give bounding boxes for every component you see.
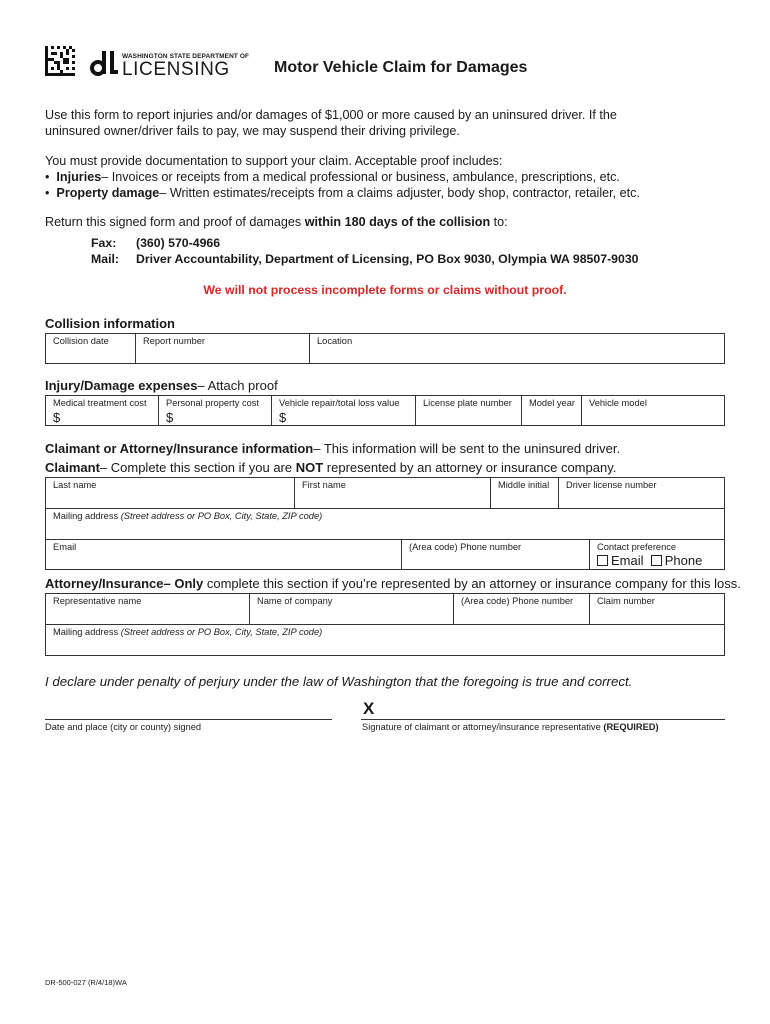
bullet: • — [45, 170, 50, 184]
return-prefix: Return this signed form and proof of damages — [45, 215, 305, 229]
attorney-only: – Only — [163, 576, 204, 591]
claimant-phone-field[interactable] — [402, 540, 590, 569]
return-suffix: to: — [490, 215, 508, 229]
signature-x-mark: X — [363, 699, 375, 718]
bullet: • — [45, 186, 50, 200]
field-label: Vehicle model — [589, 398, 647, 408]
company-name-field[interactable] — [250, 594, 454, 624]
intro-line-1: Use this form to report injuries and/or damages of $1,000 or more caused by an uninsured driver. If the — [45, 108, 617, 122]
form-title: Motor Vehicle Claim for Damages — [274, 59, 528, 76]
report-number-field[interactable] — [136, 334, 310, 363]
dol-logo — [89, 49, 250, 80]
claimant-section-subtitle: – This information will be sent to the uninsured driver. — [313, 441, 621, 456]
injury-section-title — [45, 378, 278, 393]
claimant-mailing-address-field[interactable] — [46, 509, 724, 540]
field-label: Personal property cost — [166, 398, 260, 408]
field-label: Vehicle repair/total loss value — [279, 398, 400, 408]
attorney-instr: complete this section if you’re represented by an attorney or insurance company for this loss. — [203, 576, 741, 591]
signature-line[interactable] — [361, 719, 725, 720]
field-label: Name of company — [257, 596, 333, 606]
return-instructions — [45, 215, 508, 229]
field-label: Last name — [53, 480, 97, 490]
collision-section-title — [45, 316, 175, 331]
collision-row — [45, 333, 725, 364]
dl-logo-icon — [89, 49, 119, 79]
last-name-field[interactable] — [46, 478, 295, 508]
field-label: License plate number — [423, 398, 512, 408]
date-place-signature-line[interactable] — [45, 719, 332, 720]
mail-label: Mail: — [91, 252, 120, 266]
signature-label: Signature of claimant or attorney/insurance representative (REQUIRED) — [362, 722, 659, 732]
return-deadline: within 180 days of the collision — [304, 215, 491, 229]
field-label: Driver license number — [566, 480, 657, 490]
perjury-declaration: I declare under penalty of perjury under the law of Washington that the foregoing is true and correct. — [45, 674, 633, 689]
incomplete-warning: We will not process incomplete forms or claims without proof. — [203, 283, 567, 297]
field-label: Location — [317, 336, 353, 346]
date-place-label: Date and place (city or county) signed — [45, 722, 202, 732]
email-checkbox[interactable]: Email — [597, 553, 644, 568]
collision-date-field[interactable] — [46, 334, 136, 363]
fax-label: Fax: — [91, 236, 117, 250]
attorney-label: Attorney/Insurance — [45, 576, 164, 591]
claimant-instr-b: represented by an attorney or insurance company. — [323, 460, 617, 475]
checkbox-icon — [597, 555, 608, 566]
claimant-instr-a: – Complete this section if you are — [99, 460, 296, 475]
proof-term: Property damage — [56, 186, 160, 200]
field-label: Email — [53, 542, 77, 552]
qr-code-icon — [45, 46, 75, 76]
driver-license-field[interactable] — [559, 478, 724, 508]
currency-sign: $ — [279, 410, 287, 425]
field-label: (Area code) Phone number — [409, 542, 522, 552]
field-label: Representative name — [53, 596, 142, 606]
proof-text: – Invoices or receipts from a medical professional or business, ambulance, prescriptions, etc. — [101, 170, 620, 184]
contact-options — [597, 553, 702, 568]
injury-subtitle: – Attach proof — [197, 378, 278, 393]
model-year-field[interactable] — [522, 396, 582, 425]
field-label: Model year — [529, 398, 575, 408]
location-field[interactable] — [310, 334, 724, 363]
claimant-instructions — [45, 460, 616, 475]
fax-value: (360) 570-4966 — [136, 236, 221, 250]
proof-term: Injuries — [56, 170, 102, 184]
agency-name-main: LICENSING — [122, 59, 230, 80]
middle-initial-field[interactable] — [491, 478, 559, 508]
claimant-table — [45, 477, 725, 570]
form-number: DR-500-027 (R/4/18)WA — [45, 978, 127, 987]
license-plate-field[interactable] — [416, 396, 522, 425]
medical-cost-field[interactable] — [46, 396, 159, 425]
injury-title: Injury/Damage expenses — [45, 378, 198, 393]
phone-checkbox[interactable]: Phone — [651, 553, 703, 568]
field-label: Medical treatment cost — [53, 398, 147, 408]
field-label: Middle initial — [498, 480, 550, 490]
claimant-section-title — [45, 441, 620, 456]
first-name-field[interactable] — [295, 478, 491, 508]
claimant-label: Claimant — [45, 460, 100, 475]
mail-value: Driver Accountability, Department of Licensing, PO Box 9030, Olympia WA 98507-9030 — [136, 252, 639, 266]
attorney-mailing-address-field[interactable] — [46, 625, 724, 655]
proof-text: – Written estimates/receipts from a claims adjuster, body shop, contractor, retailer, etc. — [159, 186, 640, 200]
field-label: Collision date — [53, 336, 109, 346]
attorney-phone-field[interactable] — [454, 594, 590, 624]
claimant-instr-not: NOT — [295, 460, 324, 475]
checkbox-icon — [651, 555, 662, 566]
claim-number-field[interactable] — [590, 594, 724, 624]
representative-name-field[interactable] — [46, 594, 250, 624]
injury-row — [45, 395, 725, 426]
proof-item-property — [45, 185, 640, 201]
currency-sign: $ — [166, 410, 174, 425]
claimant-row-1 — [46, 478, 724, 509]
field-label: Claim number — [597, 596, 655, 606]
field-label: Report number — [143, 336, 206, 346]
field-label: (Area code) Phone number — [461, 596, 574, 606]
agency-name-top: WASHINGTON STATE DEPARTMENT OF — [122, 53, 250, 60]
claimant-section-heading: Claimant or Attorney/Insurance information — [45, 441, 314, 456]
collision-title: Collision information — [45, 316, 175, 331]
intro-line-2: uninsured owner/driver fails to pay, we may suspend their driving privilege. — [45, 124, 460, 138]
attorney-table — [45, 593, 725, 656]
proof-heading: You must provide documentation to support your claim. Acceptable proof includes: — [45, 154, 503, 168]
email-field[interactable] — [46, 540, 402, 569]
property-cost-field[interactable] — [159, 396, 272, 425]
currency-sign: $ — [53, 410, 61, 425]
field-label: First name — [302, 480, 346, 490]
proof-item-injuries — [45, 169, 620, 185]
field-label: Contact preference — [597, 542, 677, 552]
attorney-instructions — [45, 576, 741, 591]
claimant-row-3 — [46, 540, 724, 569]
contact-preference-field — [590, 540, 724, 569]
vehicle-model-field[interactable] — [582, 396, 724, 425]
field-label: Mailing address (Street address or PO Box, City, State, ZIP code) — [53, 627, 323, 637]
attorney-row-1 — [46, 594, 724, 625]
vehicle-repair-field[interactable] — [272, 396, 416, 425]
field-label: Mailing address (Street address or PO Box, City, State, ZIP code) — [53, 511, 323, 521]
